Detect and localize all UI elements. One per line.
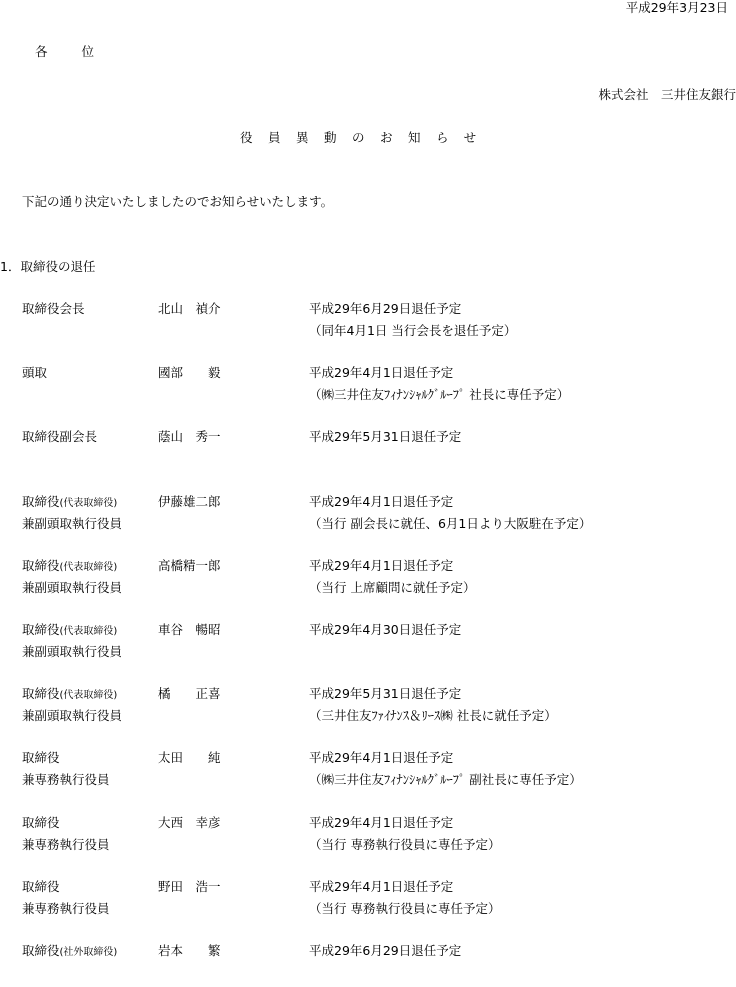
- issuer-name: 株式会社 三井住友銀行: [598, 87, 736, 102]
- executive-name: 高橋精一郎: [158, 558, 221, 573]
- position-title: [22, 750, 60, 766]
- position-title: [22, 943, 117, 961]
- executive-name: 蔭山 秀一: [158, 429, 221, 444]
- executive-name: 橘 正喜: [158, 686, 221, 701]
- position-main: 取締役: [22, 943, 60, 958]
- addressee: 各位: [35, 44, 129, 59]
- section-heading: 1．取締役の退任: [0, 259, 96, 274]
- retirement-date: 平成29年4月1日退任予定: [309, 815, 454, 830]
- executive-name: 國部 毅: [158, 365, 221, 380]
- position-title: [22, 301, 85, 317]
- position-qualifier: (代表取締役): [59, 626, 118, 637]
- retirement-note: （当行 上席顧問に就任予定）: [309, 580, 476, 595]
- position-concurrent-title: 兼副頭取執行役員: [22, 644, 123, 659]
- position-main: 取締役: [22, 558, 60, 573]
- retirement-date: 平成29年4月30日退任予定: [309, 622, 462, 637]
- intro-text: 下記の通り決定いたしましたのでお知らせいたします。: [22, 194, 334, 209]
- position-concurrent-title: 兼専務執行役員: [22, 901, 110, 916]
- executive-name: 大西 幸彦: [158, 815, 221, 830]
- position-main: 取締役副会長: [22, 429, 98, 444]
- position-main: 取締役: [22, 815, 60, 830]
- retirement-date: 平成29年6月29日退任予定: [309, 301, 462, 316]
- position-title: [22, 494, 117, 512]
- retirement-date: 平成29年6月29日退任予定: [309, 943, 462, 958]
- position-title: [22, 815, 60, 831]
- position-title: [22, 686, 117, 704]
- executive-entry: [0, 558, 736, 602]
- position-concurrent-title: 兼専務執行役員: [22, 772, 110, 787]
- position-qualifier: (社外取締役): [59, 947, 118, 958]
- position-main: 取締役会長: [22, 301, 85, 316]
- executive-name: 岩本 繁: [158, 943, 221, 958]
- position-main: 取締役: [22, 750, 60, 765]
- executive-name: 車谷 暢昭: [158, 622, 221, 637]
- position-concurrent-title: 兼副頭取執行役員: [22, 708, 123, 723]
- retirement-note: （三井住友ﾌｧｲﾅﾝｽ＆ﾘｰｽ㈱ 社長に就任予定）: [309, 708, 557, 723]
- retirement-note: （当行 専務執行役員に専任予定）: [309, 901, 501, 916]
- retirement-note: （㈱三井住友ﾌｨﾅﾝｼｬﾙｸﾞﾙｰﾌﾟ 社長に専任予定）: [309, 387, 570, 402]
- executive-entry: [0, 301, 736, 345]
- executive-entry: [0, 943, 736, 987]
- position-main: 取締役: [22, 879, 60, 894]
- position-concurrent-title: 兼副頭取執行役員: [22, 580, 123, 595]
- position-title: [22, 879, 60, 895]
- document-date: 平成29年3月23日: [625, 0, 728, 15]
- executive-entry: [0, 750, 736, 794]
- retirement-date: 平成29年4月1日退任予定: [309, 750, 454, 765]
- executive-entry: [0, 494, 736, 538]
- position-qualifier: (代表取締役): [59, 562, 118, 573]
- position-title: [22, 429, 97, 445]
- retirement-date: 平成29年5月31日退任予定: [309, 686, 462, 701]
- position-title: [22, 622, 117, 640]
- retirement-note: （㈱三井住友ﾌｨﾅﾝｼｬﾙｸﾞﾙｰﾌﾟ 副社長に専任予定）: [309, 772, 582, 787]
- position-concurrent-title: 兼専務執行役員: [22, 837, 110, 852]
- retirement-date: 平成29年5月31日退任予定: [309, 429, 462, 444]
- position-title: [22, 365, 47, 381]
- executive-name: 野田 浩一: [158, 879, 221, 894]
- document-title: 役員異動のお知らせ: [240, 130, 492, 145]
- retirement-note: （同年4月1日 当行会長を退任予定）: [309, 323, 517, 338]
- executive-name: 伊藤雄二郎: [158, 494, 221, 509]
- position-main: 取締役: [22, 622, 60, 637]
- position-concurrent-title: 兼副頭取執行役員: [22, 516, 123, 531]
- position-title: [22, 558, 117, 576]
- position-qualifier: (代表取締役): [59, 498, 118, 509]
- executive-entry: [0, 815, 736, 859]
- executive-entry: [0, 365, 736, 409]
- position-main: 取締役: [22, 494, 60, 509]
- retirement-date: 平成29年4月1日退任予定: [309, 879, 454, 894]
- executive-entry: [0, 429, 736, 473]
- retirement-note: （当行 専務執行役員に専任予定）: [309, 837, 501, 852]
- retirement-note: （当行 副会長に就任、6月1日より大阪駐在予定）: [309, 516, 592, 531]
- position-main: 取締役: [22, 686, 60, 701]
- position-main: 頭取: [22, 365, 48, 380]
- retirement-date: 平成29年4月1日退任予定: [309, 494, 454, 509]
- retirement-date: 平成29年4月1日退任予定: [309, 365, 454, 380]
- executive-entry: [0, 622, 736, 666]
- executive-entry: [0, 879, 736, 923]
- executive-entry: [0, 686, 736, 730]
- retirement-date: 平成29年4月1日退任予定: [309, 558, 454, 573]
- position-qualifier: (代表取締役): [59, 690, 118, 701]
- executive-name: 太田 純: [158, 750, 221, 765]
- executive-name: 北山 禎介: [158, 301, 221, 316]
